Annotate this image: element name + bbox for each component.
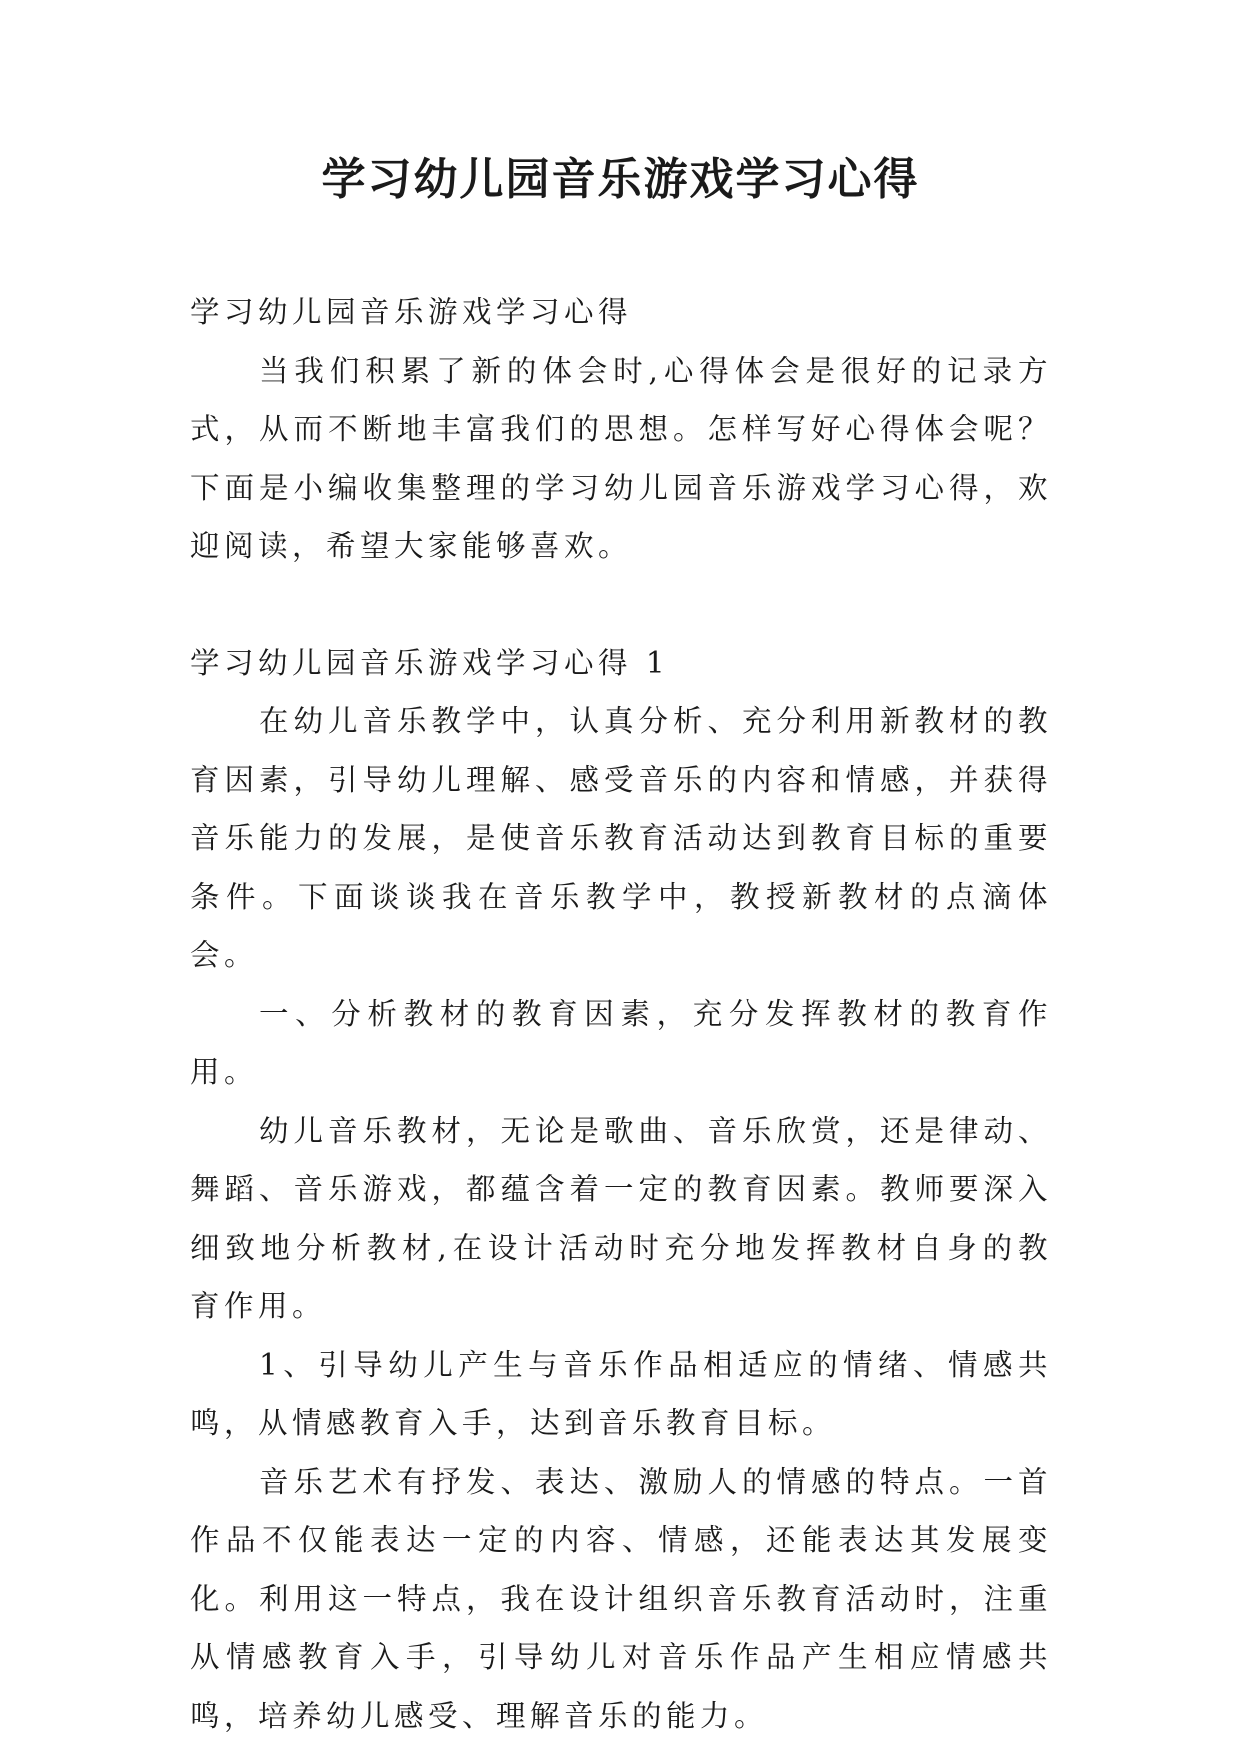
paragraph-spacer <box>190 576 1052 634</box>
body-paragraph: 在幼儿音乐教学中，认真分析、充分利用新教材的教育因素，引导幼儿理解、感受音乐的内容和情感，并获得音乐能力的发展，是使音乐教育活动达到教育目标的重要条件。下面谈谈我在音乐教学中，教授新教材的点滴体会。 <box>190 704 1052 972</box>
section-heading: 学习幼儿园音乐游戏学习心得 <box>190 295 633 329</box>
section-heading: 学习幼儿园音乐游戏学习心得 1 <box>190 645 670 680</box>
document-title: 学习幼儿园音乐游戏学习心得 <box>321 154 920 205</box>
document-body <box>190 283 1052 1745</box>
body-paragraph: 音乐艺术有抒发、表达、激励人的情感的特点。一首作品不仅能表达一定的内容、情感，还能表达其发展变化。利用这一特点，我在设计组织音乐教育活动时，注重从情感教育入手，引导幼儿对音乐作品产生相应情感共鸣，培养幼儿感受、理解音乐的能力。 <box>190 1464 1052 1733</box>
body-paragraph: 幼儿音乐教材，无论是歌曲、音乐欣赏，还是律动、舞蹈、音乐游戏，都蕴含着一定的教育因素。教师要深入细致地分析教材,在设计活动时充分地发挥教材自身的教育作用。 <box>190 1113 1052 1323</box>
body-paragraph: 1、引导幼儿产生与音乐作品相适应的情绪、情感共鸣，从情感教育入手，达到音乐教育目标。 <box>190 1347 1052 1440</box>
body-paragraph: 一、分析教材的教育因素，充分发挥教材的教育作用。 <box>190 996 1052 1089</box>
intro-paragraph: 当我们积累了新的体会时,心得体会是很好的记录方式，从而不断地丰富我们的思想。怎样写好心得体会呢？下面是小编收集整理的学习幼儿园音乐游戏学习心得，欢迎阅读，希望大家能够喜欢。 <box>190 353 1052 563</box>
